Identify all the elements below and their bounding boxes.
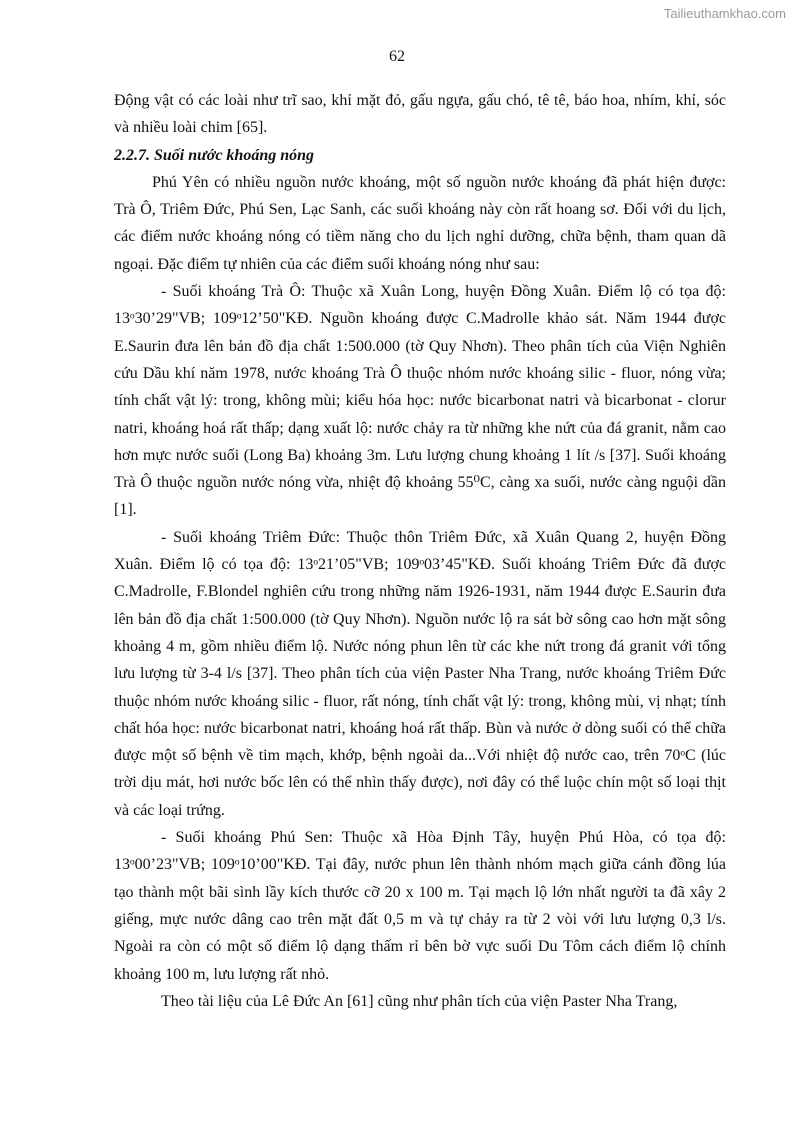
paragraph-tra-o: - Suối khoáng Trà Ô: Thuộc xã Xuân Long, huyện Đồng Xuân. Điểm lộ có tọa độ: 13ᵒ30’29"VB; 109ᵒ12’50"KĐ. Nguồn khoáng được C.Madrolle khảo sát. Năm 1944 được E.Saurin đưa lên bản đồ địa chất 1:500.000 (tờ Quy Nhơn). Theo phân tích của Viện Nghiên cứu Dầu khí năm 1978, nước khoáng Trà Ô thuộc nhóm nước khoáng silic - fluor, nóng vừa; tính chất vật lý: trong, không mùi; kiểu hóa học: nước bicarbonat natri và bicarbonat - clorur natri, khoáng hoá rất thấp; dạng xuất lộ: nước chảy ra từ những khe nứt của đá granit, nằm cao hơn mực nước suối (Long Ba) khoảng 3m. Lưu lượng chung khoảng 1 lít /s [37]. Suối khoáng Trà Ô thuộc nguồn nước nóng vừa, nhiệt độ khoảng 55⁰C, càng xa suối, nước càng nguội dần [1]. bbox=[114, 283, 726, 519]
section-heading: 2.2.7. Suối nước khoáng nóng bbox=[114, 146, 315, 164]
watermark: Tailieuthamkhao.com bbox=[663, 6, 786, 21]
document-body bbox=[114, 87, 726, 1015]
paragraph-phu-sen: - Suối khoáng Phú Sen: Thuộc xã Hòa Định Tây, huyện Phú Hòa, có tọa độ: 13ᵒ00’23"VB; 109ᵒ10’00"KĐ. Tại đây, nước phun lên thành nhóm mạch giữa cánh đồng lúa tạo thành một bãi sình lầy kích thước cỡ 20 x 100 m. Tại mạch lộ lớn nhất người ta đã xây 2 giếng, mực nước dâng cao trên mặt đất 0,5 m và tự chảy ra từ 2 vòi với lưu lượng 0,3 l/s. Ngoài ra còn có một số điểm lộ dạng thấm rỉ bên bờ vực suối Du Tôm cách điểm lộ chính khoảng 100 m, lưu lượng rất nhỏ. bbox=[114, 829, 726, 983]
paragraph-fauna: Động vật có các loài như trĩ sao, khỉ mặt đỏ, gấu ngựa, gấu chó, tê tê, báo hoa, nhím, khỉ, sóc và nhiều loài chim [65]. bbox=[114, 92, 726, 137]
paragraph-closing: Theo tài liệu của Lê Đức An [61] cũng như phân tích của viện Paster Nha Trang, bbox=[161, 992, 678, 1010]
page-number: 62 bbox=[389, 48, 405, 65]
paragraph-triem-duc: - Suối khoáng Triêm Đức: Thuộc thôn Triêm Đức, xã Xuân Quang 2, huyện Đồng Xuân. Điểm lộ có tọa độ: 13ᵒ21’05"VB; 109ᵒ03’45"KĐ. Suối khoáng Triêm Đức đã được C.Madrolle, F.Blondel nghiên cứu trong những năm 1926-1931, năm 1944 được E.Saurin đưa lên bản đồ địa chất 1:500.000 (tờ Quy Nhơn). Nguồn nước lộ ra sát bờ sông cao hơn mặt sông khoảng 4 m, gồm nhiều điểm lộ. Nước nóng phun lên từ các khe nứt trong đá granit với tổng lưu lượng từ 3-4 l/s [37]. Theo phân tích của viện Paster Nha Trang, nước khoáng Triêm Đức thuộc nhóm nước khoáng silic - fluor, rất nóng, tính chất vật lý: trong, không mùi, vị nhạt; tính chất hóa học: nước bicarbonat natri, khoáng hoá rất thấp. Bùn và nước ở dòng suối có thể chữa được một số bệnh về tim mạch, khớp, bệnh ngoài da...Với nhiệt độ nước cao, trên 70ᵒC (lúc trời dịu mát, hơi nước bốc lên có thể nhìn thấy được), nơi đây có thể luộc chín một số loại thịt và các loại trứng. bbox=[114, 528, 726, 819]
paragraph-intro: Phú Yên có nhiều nguồn nước khoáng, một số nguồn nước khoáng đã phát hiện được: Trà Ô, Triêm Đức, Phú Sen, Lạc Sanh, các suối khoáng này còn rất hoang sơ. Đối với du lịch, các điểm nước khoáng nóng có tiềm năng cho du lịch nghỉ dưỡng, chữa bệnh, tham quan dã ngoại. Đặc điểm tự nhiên của các điểm suối khoáng nóng như sau: bbox=[114, 173, 726, 273]
